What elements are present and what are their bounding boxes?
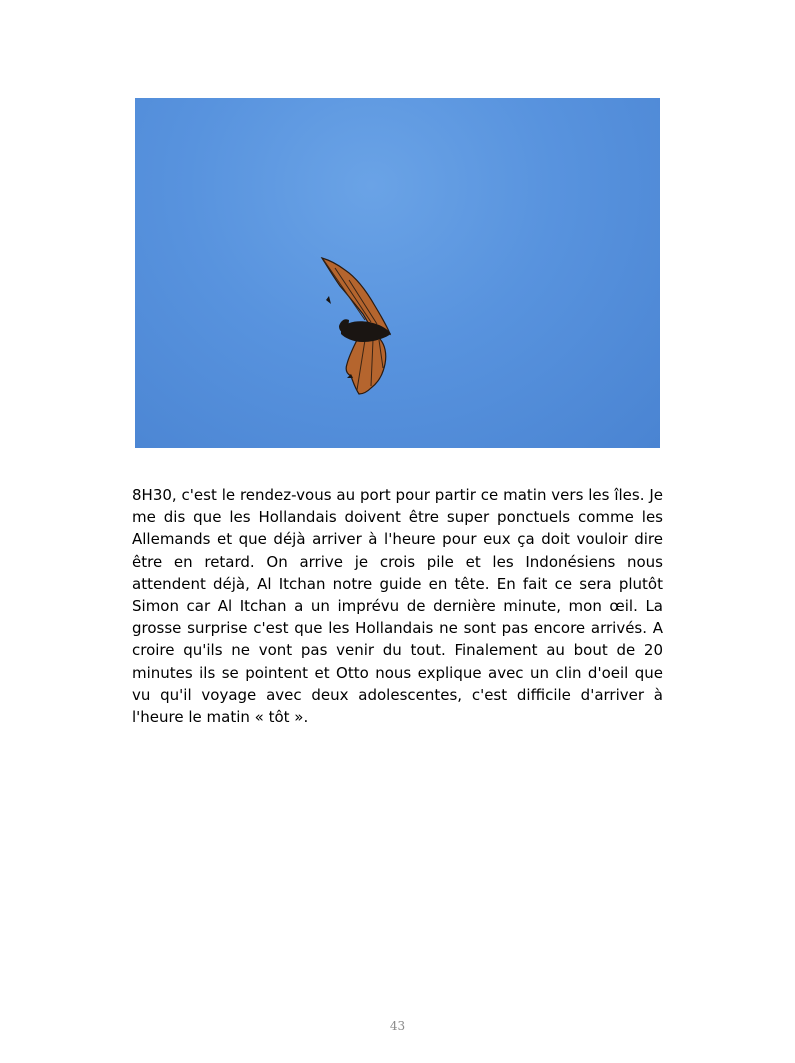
bat-photo bbox=[135, 98, 660, 448]
body-paragraph: 8H30, c'est le rendez-vous au port pour partir ce matin vers les îles. Je me dis que les Hollandais doivent être super ponctuels comme les Allemands et que déjà arriver à l'heure pour eux ça doit vouloir dire être en retard. On arrive je crois pile et les Indonésiens nous attendent déjà, Al Itchan notre guide en tête. En fait ce sera plutôt Simon car Al Itchan a un imprévu de dernière minute, mon œil. La grosse surprise c'est que les Hollandais ne sont pas encore arrivés. A croire qu'ils ne vont pas venir du tout. Finalement au bout de 20 minutes ils se pointent et Otto nous explique avec un clin d'oeil que vu qu'il voyage avec deux adolescentes, c'est difficile d'arriver à l'heure le matin « tôt ». bbox=[132, 486, 663, 727]
page-number: 43 bbox=[389, 1019, 406, 1033]
flying-fox-bat-icon bbox=[135, 98, 660, 448]
